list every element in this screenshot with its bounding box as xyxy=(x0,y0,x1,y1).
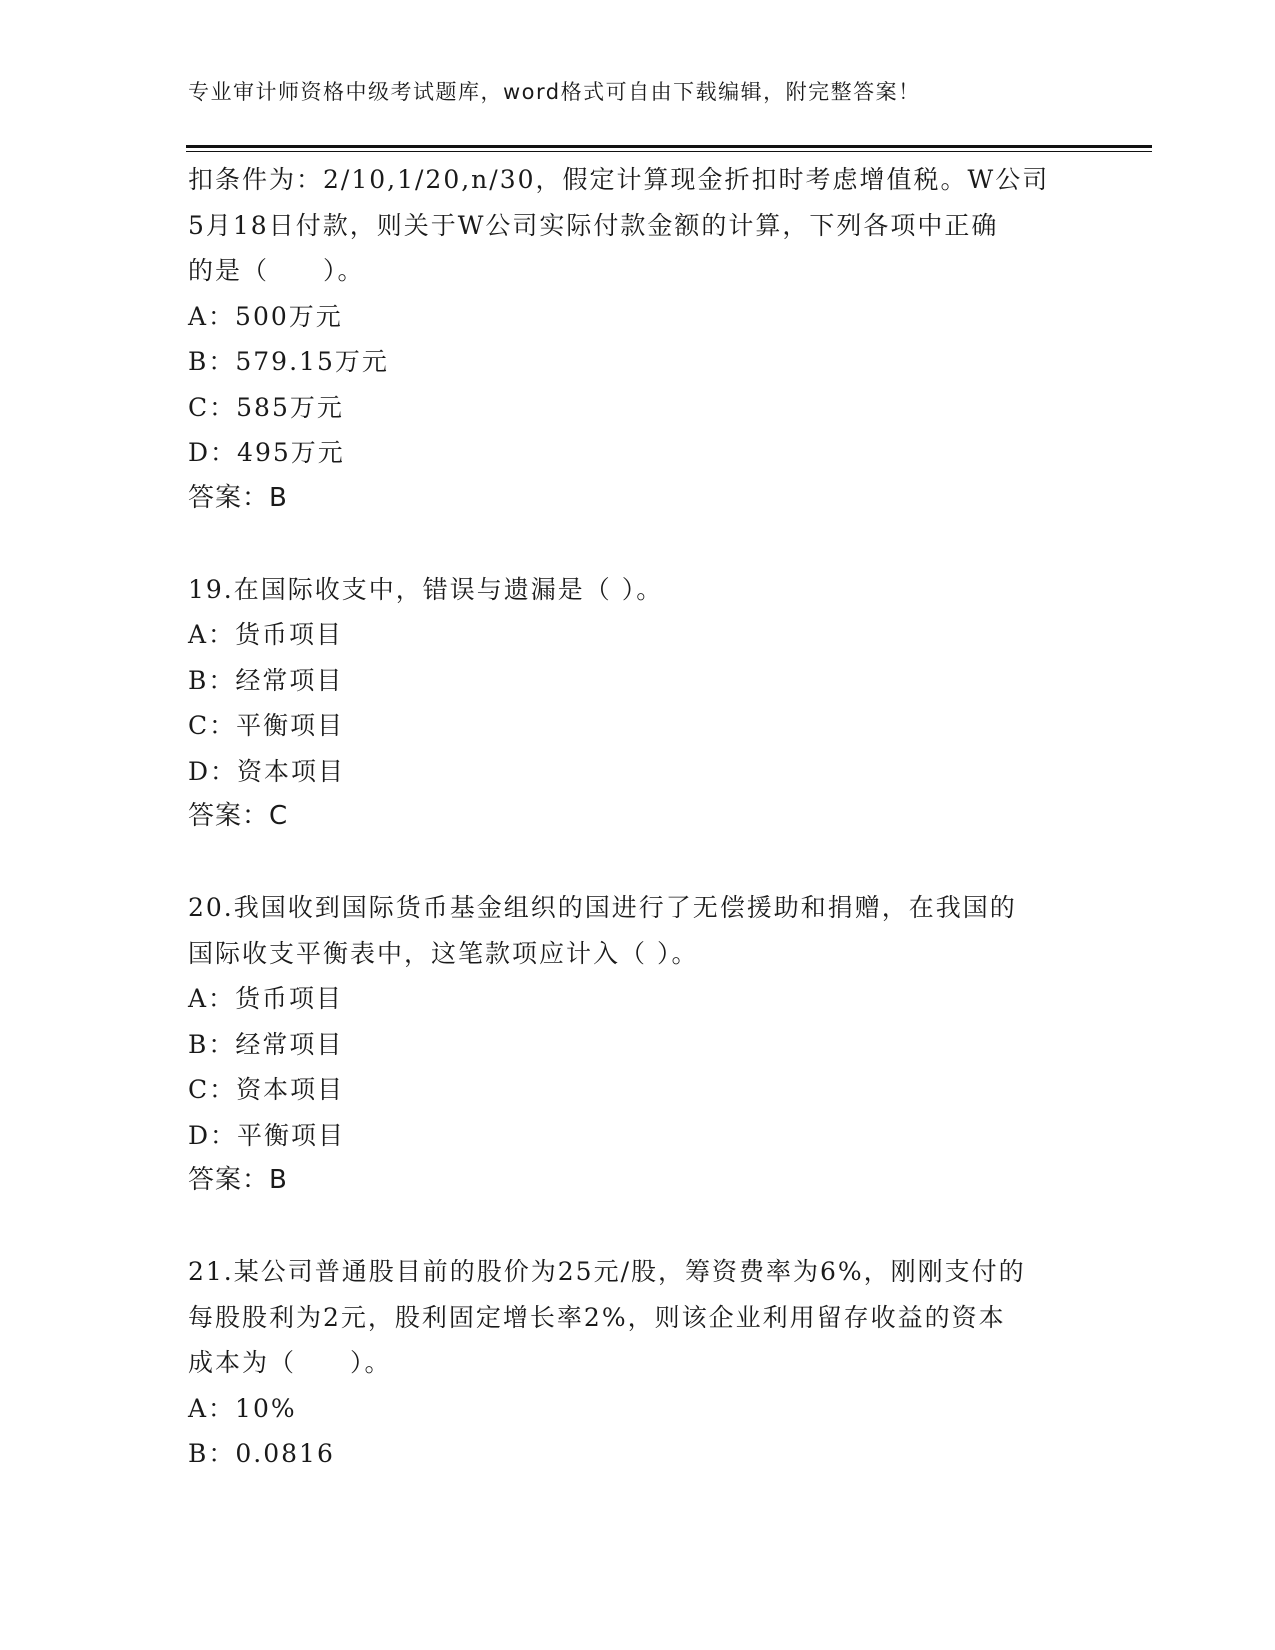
question-stem-line: 20.我国收到国际货币基金组织的国进行了无偿援助和捐赠，在我国的 xyxy=(188,893,1017,922)
spacer xyxy=(188,840,1088,886)
question-stem-line: 的是（ ）。 xyxy=(188,256,365,285)
header-rule-thick xyxy=(186,145,1152,148)
spacer xyxy=(188,521,1088,567)
question-20 xyxy=(188,885,1088,1204)
option-d: D：平衡项目 xyxy=(188,1120,346,1150)
option-b: B：经常项目 xyxy=(188,665,344,695)
question-stem-line: 21.某公司普通股目前的股价为25元/股，筹资费率为6%，刚刚支付的 xyxy=(188,1257,1026,1286)
option-a: A：500万元 xyxy=(188,301,343,331)
option-c: C：资本项目 xyxy=(188,1075,345,1104)
question-stem-line: 每股股利为2元，股利固定增长率2%，则该企业利用留存收益的资本 xyxy=(188,1302,1006,1332)
question-stem-line: 扣条件为：2/10,1/20,n/30，假定计算现金折扣时考虑增值税。W公司 xyxy=(188,165,1050,194)
page-header: 专业审计师资格中级考试题库，word格式可自由下载编辑，附完整答案！ xyxy=(188,80,921,104)
option-b: B：经常项目 xyxy=(188,1029,344,1059)
option-d: D：495万元 xyxy=(188,438,345,467)
question-stem-line: 成本为（ ）。 xyxy=(188,1348,392,1377)
option-b: B：579.15万元 xyxy=(188,347,389,376)
option-b: B：0.0816 xyxy=(188,1439,335,1468)
answer-line: 答案：C xyxy=(188,801,289,831)
spacer xyxy=(188,1204,1088,1250)
question-18 xyxy=(188,157,1088,521)
option-c: C：585万元 xyxy=(188,392,344,422)
answer-line: 答案：B xyxy=(188,482,288,513)
question-stem-line: 5月18日付款，则关于W公司实际付款金额的计算，下列各项中正确 xyxy=(188,210,999,240)
option-a: A：货币项目 xyxy=(188,984,344,1013)
header-rule-thin xyxy=(186,151,1152,152)
question-21 xyxy=(188,1249,1088,1477)
answer-line: 答案：B xyxy=(188,1165,288,1195)
option-c: C：平衡项目 xyxy=(188,711,345,740)
option-a: A：货币项目 xyxy=(188,620,344,649)
question-stem-line: 国际收支平衡表中，这笔款项应计入（ ）。 xyxy=(188,938,699,968)
option-a: A：10% xyxy=(188,1393,297,1423)
question-stem-line: 19.在国际收支中，错误与遗漏是（ ）。 xyxy=(188,574,664,604)
option-d: D：资本项目 xyxy=(188,756,346,786)
question-19 xyxy=(188,567,1088,840)
question-list xyxy=(188,157,1088,1477)
